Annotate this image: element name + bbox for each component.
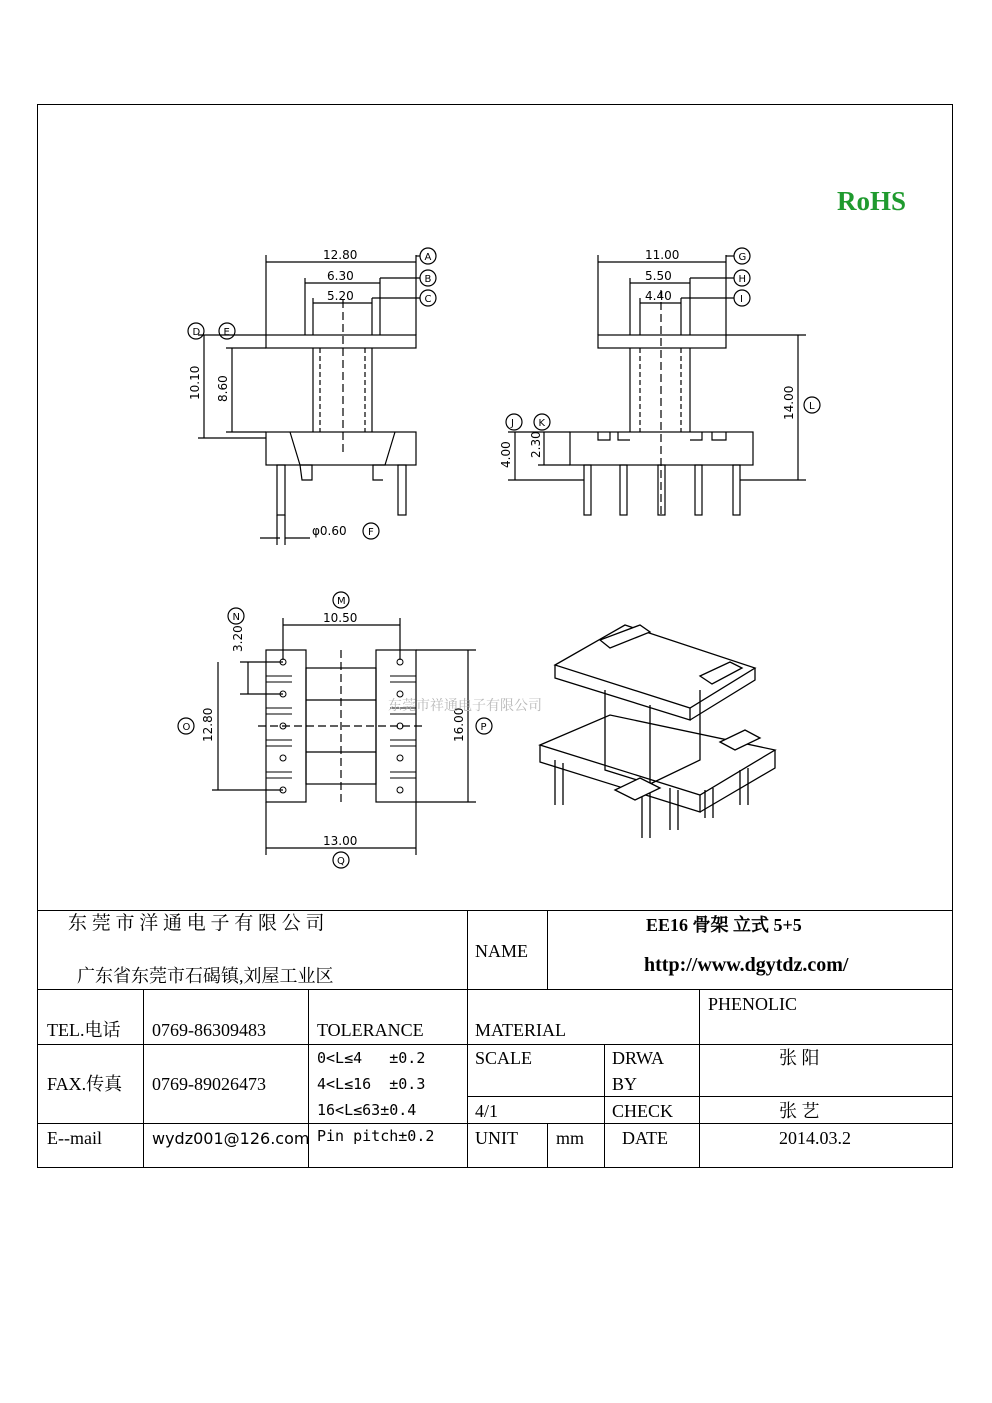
watermark: 东莞市祥通电子有限公司 [388,698,542,714]
callout-f: F [368,527,374,538]
date-label: DATE [622,1128,668,1148]
unit-label: UNIT [475,1128,518,1148]
callout-h: H [738,274,747,285]
tolerance-label: TOLERANCE [317,1020,424,1040]
callout-p: P [480,722,487,733]
dim-n: 3.20 [231,625,245,652]
isometric-view [540,625,775,838]
dim-c: 5.20 [327,289,354,303]
company-address: 广东省东莞市石碣镇,刘屋工业区 [77,966,334,986]
drawn-by-label-1: DRWA [612,1048,665,1068]
fax-value: 0769-89026473 [152,1074,266,1094]
drawn-by-label-2: BY [612,1074,638,1094]
scale-value: 4/1 [475,1101,499,1121]
callout-d: D [192,327,201,338]
bottom-view [178,592,492,868]
dim-g: 11.00 [645,248,680,262]
tolerance-1: 0<L≤4 ±0.2 [317,1049,426,1067]
dim-q: 13.00 [323,834,358,848]
tel-label: TEL.电话 [47,1020,121,1040]
dim-o: 12.80 [201,707,215,742]
callout-q: Q [337,856,345,867]
dim-p: 16.00 [452,707,466,742]
drawn-by-value: 张 阳 [779,1048,820,1068]
callout-g: G [738,252,747,263]
tolerance-4: Pin pitch±0.2 [317,1127,435,1145]
email-value: wydz001@126.com [152,1129,310,1148]
product-name: EE16 骨架 立式 5+5 [646,915,802,935]
dim-j: 4.00 [499,441,513,468]
dim-pin: φ0.60 [312,524,347,538]
tolerance-2: 4<L≤16 ±0.3 [317,1075,426,1093]
dim-i: 4.40 [645,289,672,303]
dim-d: 10.10 [188,365,202,400]
dim-k: 2.30 [529,431,543,458]
website-url: http://www.dgytdz.com/ [644,954,849,976]
dim-h: 5.50 [645,269,672,283]
checked-by-value: 张 艺 [779,1101,820,1121]
material-label: MATERIAL [475,1020,566,1040]
dim-e: 8.60 [216,375,230,402]
callout-b: B [424,274,432,285]
rohs-mark: RoHS [837,186,907,216]
dim-m: 10.50 [323,611,358,625]
dim-a: 12.80 [323,248,358,262]
callout-i: I [740,294,743,305]
dim-b: 6.30 [327,269,354,283]
fax-label: FAX.传真 [47,1074,123,1094]
tel-value: 0769-86309483 [152,1020,266,1040]
company-name: 东 莞 市 洋 通 电 子 有 限 公 司 [68,913,325,934]
callout-n: N [232,612,240,623]
check-label: CHECK [612,1101,674,1121]
callout-a: A [424,252,432,263]
unit-value: mm [556,1128,585,1148]
callout-j: J [511,418,514,429]
email-label: E--mail [47,1128,102,1148]
callout-e: E [223,327,230,338]
date-value: 2014.03.2 [779,1128,851,1148]
tolerance-3: 16<L≤63±0.4 [317,1101,417,1119]
scale-label: SCALE [475,1048,533,1068]
callout-m: M [337,596,346,607]
callout-c: C [424,294,432,305]
dim-l: 14.00 [782,385,796,420]
name-label: NAME [475,941,528,961]
callout-o: O [182,722,191,733]
callout-l: L [809,401,815,412]
callout-k: K [538,418,546,429]
material-value: PHENOLIC [708,994,797,1014]
